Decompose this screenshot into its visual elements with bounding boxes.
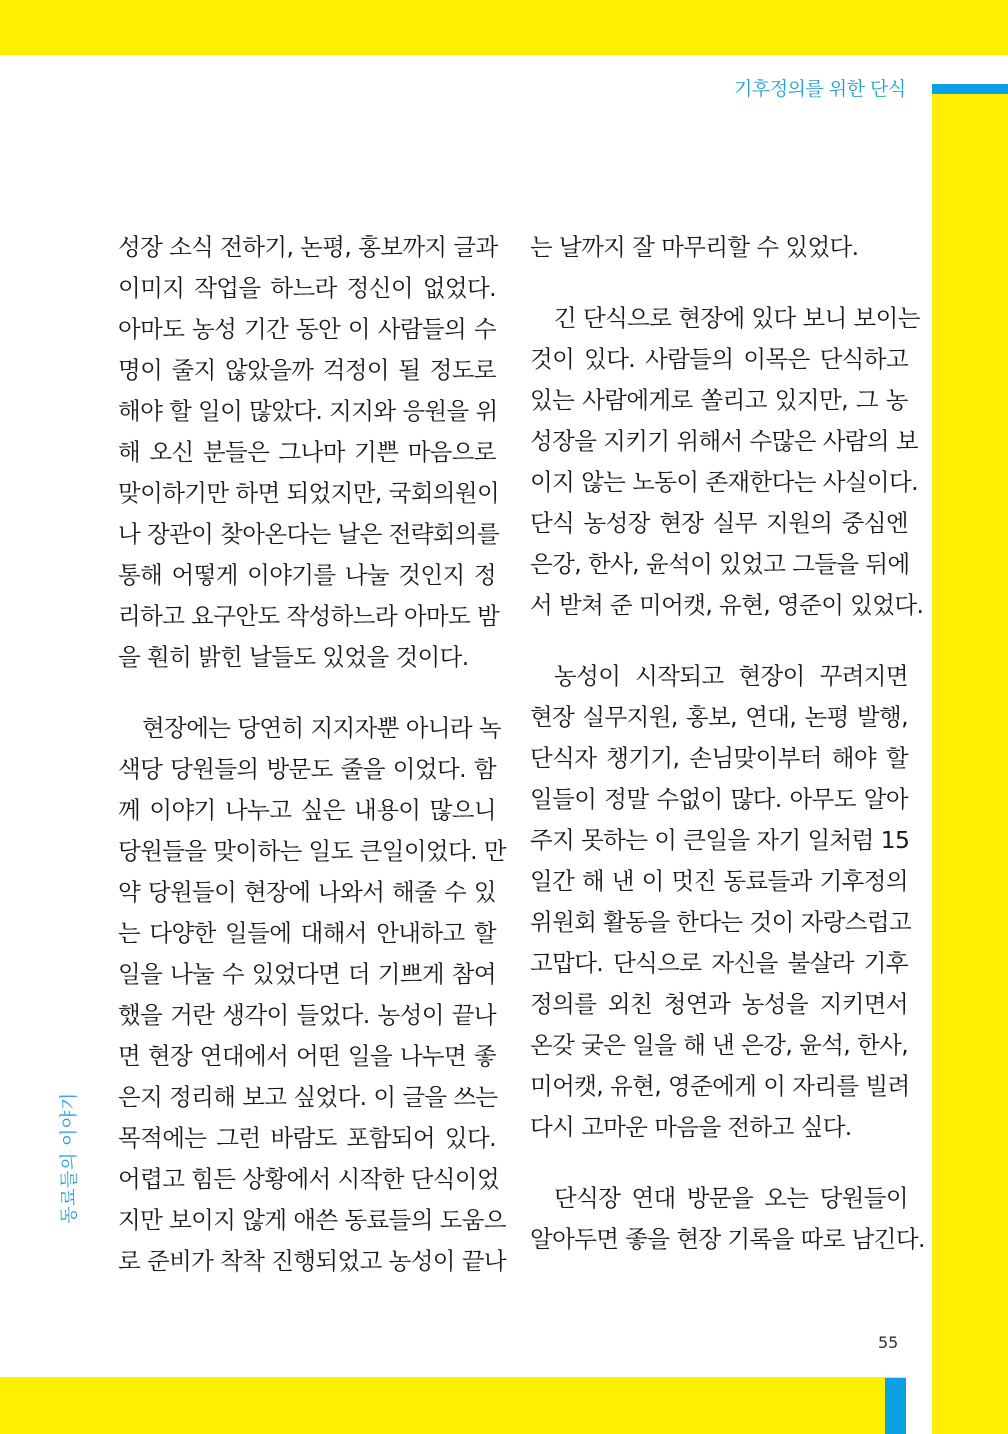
text-line: 해야 할 일이 많았다. 지지와 응원을 위 [118,397,498,425]
text-line: 정의를 외친 청연과 농성을 지키면서 [530,990,908,1018]
text-line: 위원회 활동을 한다는 것이 자랑스럽고 [530,908,912,936]
text-line: 것이 있다. 사람들의 이목은 단식하고 [530,345,908,373]
paragraph [118,708,506,1282]
text-line: 이지 않는 노동이 존재한다는 사실이다. [530,468,918,496]
text-line: 미어캣, 유현, 영준에게 이 자리를 빌려 [530,1072,910,1100]
text-line: 맞이하기만 하면 되었지만, 국회의원이 [118,479,500,507]
text-line: 리하고 요구안도 작성하느라 아마도 밤 [118,602,500,630]
paragraph-gap [530,626,908,656]
text-line: 어렵고 힘든 상황에서 시작한 단식이었 [118,1165,500,1193]
text-line: 단식자 챙기기, 손님맞이부터 해야 할 [530,744,908,772]
text-line: 농성이 시작되고 현장이 꾸려지면 [554,662,908,690]
text-line: 긴 단식으로 현장에 있다 보니 보이는 [554,304,920,332]
right-sidebar-blue-cap [932,84,1008,94]
text-line: 단식 농성장 현장 실무 지원의 중심엔 [530,509,908,537]
paragraph [530,656,912,1148]
text-line: 은지 정리해 보고 싶었다. 이 글을 쓰는 [118,1083,498,1111]
text-line: 은강, 한사, 윤석이 있었고 그들을 뒤에 [530,550,910,578]
text-line: 온갖 궂은 일을 해 낸 은강, 윤석, 한사, [530,1031,909,1059]
paragraph [118,227,500,678]
text-line: 일간 해 낸 이 멋진 동료들과 기후정의 [530,867,908,895]
text-line: 아마도 농성 기간 동안 이 사람들의 수 [118,315,496,343]
running-head: 기후정의를 위한 단식 [734,78,906,100]
paragraph-gap [118,678,496,708]
paragraph [530,227,908,268]
text-line: 지만 보이지 않게 애쓴 동료들의 도움으 [118,1206,506,1234]
text-line: 성장 소식 전하기, 논평, 홍보까지 글과 [118,233,498,261]
text-line: 해 오신 분들은 그나마 기쁜 마음으로 [118,438,496,466]
text-line: 있는 사람에게로 쏠리고 있지만, 그 농 [530,386,908,414]
text-line: 고맙다. 단식으로 자신을 불살라 기후 [530,949,908,977]
paragraph [530,1178,925,1260]
text-line: 통해 어떻게 이야기를 나눌 것인지 정 [118,561,496,589]
text-line: 일들이 정말 수없이 많다. 아무도 알아 [530,785,908,813]
text-line: 현장 실무지원, 홍보, 연대, 논평 발행, [530,703,908,731]
bottom-blue-block [885,1378,906,1434]
paragraph [530,298,924,626]
text-line: 색당 당원들의 방문도 줄을 이었다. 함 [118,755,496,783]
bottom-white-gap [906,1377,932,1434]
text-line: 께 이야기 나누고 싶은 내용이 많으니 [118,796,496,824]
text-line: 주지 못하는 이 큰일을 자기 일처럼 15 [530,826,910,854]
text-line: 다시 고마운 마음을 전하고 싶다. [530,1113,852,1141]
text-line: 나 장관이 찾아온다는 날은 전략회의를 [118,520,500,548]
left-column [118,227,506,1282]
text-line: 당원들을 맞이하는 일도 큰일이었다. 만 [118,837,506,865]
text-line: 목적에는 그런 바람도 포함되어 있다. [118,1124,496,1152]
text-line: 현장에는 당연히 지지자뿐 아니라 녹 [142,714,501,742]
text-line: 로 준비가 착착 진행되었고 농성이 끝나 [118,1247,506,1275]
paragraph-gap [530,268,908,298]
right-yellow-sidebar [932,84,1008,1434]
top-yellow-band [0,0,1008,55]
text-line: 알아두면 좋을 현장 기록을 따로 남긴다. [530,1225,925,1253]
paragraph-gap [530,1148,908,1178]
text-line: 했을 거란 생각이 들었다. 농성이 끝나 [118,1001,496,1029]
text-line: 이미지 작업을 하느라 정신이 없었다. [118,274,496,302]
text-line: 성장을 지키기 위해서 수많은 사람의 보 [530,427,918,455]
text-line: 약 당원들이 현장에 나와서 해줄 수 있 [118,878,496,906]
page-number: 55 [878,1333,899,1352]
text-line: 단식장 연대 방문을 오는 당원들이 [554,1184,908,1212]
bottom-yellow-band [0,1377,1008,1434]
text-line: 면 현장 연대에서 어떤 일을 나누면 좋 [118,1042,496,1070]
text-line: 명이 줄지 않았을까 걱정이 될 정도로 [118,356,496,384]
text-line: 는 날까지 잘 마무리할 수 있었다. [530,233,859,261]
text-line: 서 받쳐 준 미어캣, 유현, 영준이 있었다. [530,591,924,619]
text-line: 는 다양한 일들에 대해서 안내하고 할 [118,919,496,947]
text-line: 을 훤히 밝힌 날들도 있었을 것이다. [118,643,469,671]
text-line: 일을 나눌 수 있었다면 더 기쁘게 참여 [118,960,496,988]
vertical-section-label: 동료들의 이야기 [59,1092,80,1224]
right-column [530,227,925,1260]
